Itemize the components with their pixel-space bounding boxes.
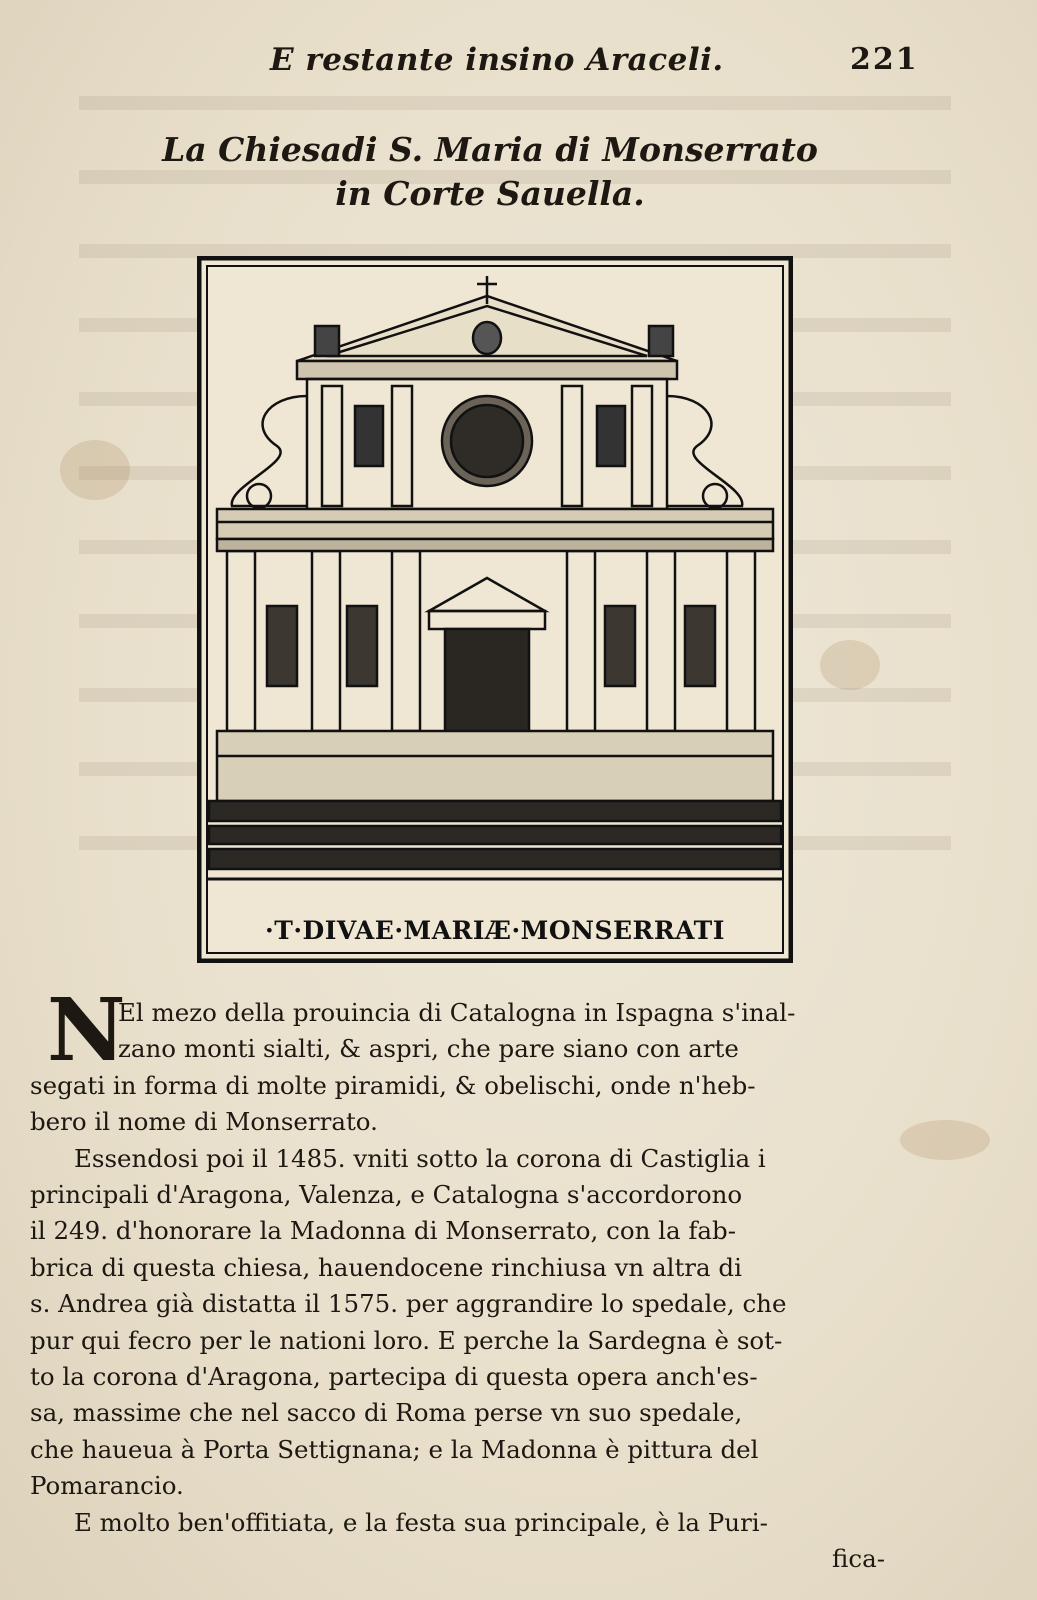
paper-stain [60, 440, 130, 500]
text-line: brica di questa chiesa, hauendocene rinchiusa vn altra di [30, 1252, 742, 1282]
drop-cap: N [47, 980, 126, 1081]
text-line: zano monti sialti, & aspri, che pare siano con arte [118, 1034, 739, 1064]
text-line: Essendosi poi il 1485. vniti sotto la corona di Castiglia i [74, 1143, 766, 1173]
text-line: to la corona d'Aragona, partecipa di questa opera anch'es- [30, 1362, 758, 1392]
text-line: pur qui fecro per le nationi loro. E perche la Sardegna è sot- [30, 1325, 783, 1355]
woodcut-caption: ·T·DIVAE·MARIÆ·MONSERRATI [265, 916, 725, 945]
body-text [30, 980, 955, 1578]
text-line: E molto ben'offitiata, e la festa sua principale, è la Puri- [74, 1507, 768, 1537]
paper-stain [820, 640, 880, 690]
title-line-2: in Corte Sauella. [335, 174, 645, 213]
text-line: segati in forma di molte piramidi, & obelischi, onde n'heb- [30, 1070, 756, 1100]
page-number: 221 [850, 42, 919, 77]
title-line-1: La Chiesadi S. Maria di Monserrato [162, 130, 818, 169]
page-header [240, 42, 940, 82]
text-line: sa, massime che nel sacco di Roma perse vn suo spedale, [30, 1398, 743, 1428]
catchword: fica- [832, 1544, 885, 1574]
text-line: il 249. d'honorare la Madonna di Monserrato, con la fab- [30, 1216, 737, 1246]
text-line: principali d'Aragona, Valenza, e Catalogna s'accordorono [30, 1180, 743, 1210]
chapter-title [130, 128, 850, 216]
church-facade-woodcut [197, 256, 793, 963]
paragraph-1 [30, 980, 955, 1141]
running-head: E restante insino Araceli. [270, 42, 724, 78]
paragraph-2 [30, 1141, 955, 1505]
text-line: che haueua à Porta Settignana; e la Madonna è pittura del [30, 1434, 759, 1464]
text-line: s. Andrea già distatta il 1575. per aggrandire lo spedale, che [30, 1289, 787, 1319]
text-line: El mezo della prouincia di Catalogna in Ispagna s'inal- [118, 998, 796, 1027]
text-line: bero il nome di Monserrato. [30, 1107, 378, 1137]
text-line: Pomarancio. [30, 1471, 184, 1501]
woodcut-illustration [197, 256, 793, 963]
paragraph-3 [30, 1505, 955, 1578]
